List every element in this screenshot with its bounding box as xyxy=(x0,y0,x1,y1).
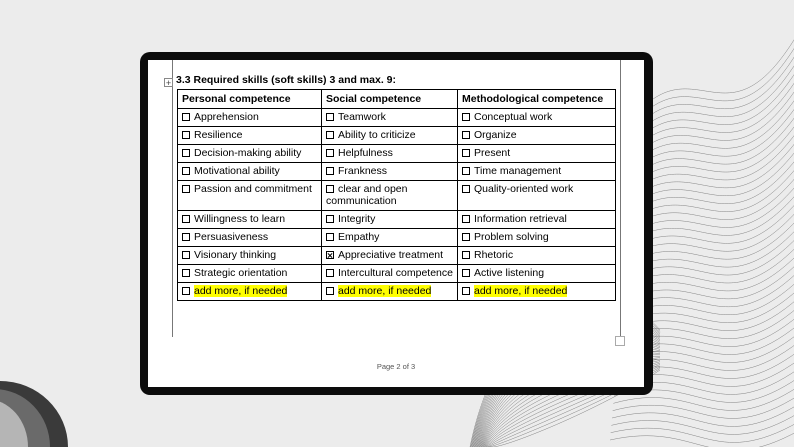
table-resize-handle[interactable] xyxy=(615,336,625,346)
column-header-social: Social competence xyxy=(322,90,458,109)
skill-cell xyxy=(322,181,458,211)
skill-label: Present xyxy=(474,147,511,159)
skill-label: Quality-oriented work xyxy=(474,183,574,195)
table-row xyxy=(178,247,616,265)
skill-cell xyxy=(178,145,322,163)
checkbox[interactable] xyxy=(462,113,470,121)
checkbox[interactable] xyxy=(326,131,334,139)
table-move-handle[interactable]: + xyxy=(165,78,172,88)
wave-line xyxy=(611,421,794,442)
skill-label: Strategic orientation xyxy=(194,267,288,279)
skill-label: Apprehension xyxy=(194,111,259,123)
checkbox[interactable] xyxy=(462,269,470,277)
checkbox[interactable] xyxy=(462,167,470,175)
checkbox[interactable] xyxy=(462,131,470,139)
skill-cell xyxy=(322,127,458,145)
skill-label: Information retrieval xyxy=(474,213,567,225)
table-row xyxy=(178,211,616,229)
skill-label: Visionary thinking xyxy=(194,249,277,261)
checkbox[interactable] xyxy=(326,269,334,277)
checkbox[interactable] xyxy=(182,215,190,223)
checkbox[interactable] xyxy=(182,233,190,241)
skill-cell xyxy=(322,145,458,163)
page-footer: Page 2 of 3 xyxy=(376,362,416,371)
wave-line xyxy=(636,83,794,154)
skill-cell xyxy=(458,163,616,181)
checkbox[interactable] xyxy=(326,167,334,175)
wave-line xyxy=(612,403,794,426)
skill-label: Organize xyxy=(474,129,517,141)
skill-cell xyxy=(458,247,616,265)
skill-cell xyxy=(178,247,322,265)
skill-cell xyxy=(178,211,322,229)
checkbox[interactable] xyxy=(326,149,334,157)
skill-label: Persuasiveness xyxy=(194,231,269,243)
skill-label: Active listening xyxy=(474,267,545,279)
skill-label: Integrity xyxy=(338,213,376,225)
checkbox[interactable] xyxy=(326,287,334,295)
skill-cell xyxy=(458,283,616,301)
checkbox[interactable] xyxy=(326,215,334,223)
wave-line xyxy=(639,48,794,125)
checkbox[interactable] xyxy=(462,149,470,157)
skill-cell xyxy=(178,229,322,247)
skill-label: Passion and commitment xyxy=(194,183,312,195)
table-row xyxy=(178,127,616,145)
skill-cell xyxy=(178,181,322,211)
skill-label: Resilience xyxy=(194,129,243,141)
skill-cell xyxy=(322,283,458,301)
skill-label: clear and open communication xyxy=(326,183,408,207)
skill-cell xyxy=(458,229,616,247)
skill-label: add more, if needed xyxy=(474,285,568,297)
wave-line xyxy=(635,101,794,169)
checkbox[interactable] xyxy=(326,185,334,193)
table-row xyxy=(178,145,616,163)
table-header-row xyxy=(178,90,616,109)
wave-line xyxy=(610,430,794,447)
skill-label: Willingness to learn xyxy=(194,213,286,225)
wave-line xyxy=(640,30,794,110)
wave-line xyxy=(637,74,794,146)
skill-cell xyxy=(458,181,616,211)
checkbox[interactable] xyxy=(182,251,190,259)
checkbox[interactable] xyxy=(182,131,190,139)
skill-label: add more, if needed xyxy=(194,285,288,297)
skill-label: Helpfulness xyxy=(338,147,393,159)
table-row xyxy=(178,181,616,211)
skill-cell xyxy=(322,229,458,247)
checkbox[interactable] xyxy=(462,233,470,241)
skill-cell xyxy=(178,265,322,283)
skill-label: Appreciative treatment xyxy=(338,249,444,261)
column-header-methodological: Methodological competence xyxy=(458,90,616,109)
wave-line xyxy=(611,412,794,434)
skill-cell xyxy=(458,145,616,163)
wave-line xyxy=(629,181,794,235)
checkbox-checked[interactable] xyxy=(326,251,334,259)
wave-line xyxy=(629,172,794,227)
table-row xyxy=(178,163,616,181)
skill-cell xyxy=(322,211,458,229)
skill-cell xyxy=(322,163,458,181)
checkbox[interactable] xyxy=(462,185,470,193)
skill-label: Motivational ability xyxy=(194,165,280,177)
checkbox[interactable] xyxy=(182,167,190,175)
skill-label: Teamwork xyxy=(338,111,386,123)
skill-cell xyxy=(322,109,458,127)
checkbox[interactable] xyxy=(182,287,190,295)
skill-label: Intercultural competence xyxy=(338,267,453,279)
checkbox[interactable] xyxy=(462,251,470,259)
checkbox[interactable] xyxy=(462,215,470,223)
checkbox[interactable] xyxy=(182,185,190,193)
skill-label: Empathy xyxy=(338,231,380,243)
skill-label: Frankness xyxy=(338,165,388,177)
skill-cell xyxy=(458,211,616,229)
skill-cell xyxy=(178,109,322,127)
checkbox[interactable] xyxy=(182,269,190,277)
margin-line-left xyxy=(172,60,173,337)
checkbox[interactable] xyxy=(462,287,470,295)
table-row xyxy=(178,265,616,283)
skill-label: Decision-making ability xyxy=(194,147,302,159)
skill-label: Rhetoric xyxy=(474,249,514,261)
document-page xyxy=(148,60,644,387)
column-header-personal: Personal competence xyxy=(178,90,322,109)
skill-cell xyxy=(322,265,458,283)
margin-line-right xyxy=(620,60,621,337)
skill-cell xyxy=(178,127,322,145)
checkbox[interactable] xyxy=(326,233,334,241)
skill-cell xyxy=(458,109,616,127)
skill-label: Time management xyxy=(474,165,562,177)
skill-cell xyxy=(458,127,616,145)
skill-label: Conceptual work xyxy=(474,111,553,123)
skill-cell xyxy=(178,283,322,301)
table-row xyxy=(178,283,616,301)
skills-table xyxy=(177,89,616,301)
checkbox[interactable] xyxy=(326,113,334,121)
checkbox[interactable] xyxy=(182,113,190,121)
skill-cell xyxy=(322,247,458,265)
skill-cell xyxy=(458,265,616,283)
skill-label: Ability to criticize xyxy=(338,129,416,141)
wave-line xyxy=(631,146,794,206)
skill-label: Problem solving xyxy=(474,231,549,243)
section-heading: 3.3 Required skills (soft skills) 3 and max. 9: xyxy=(176,74,396,86)
skill-cell xyxy=(178,163,322,181)
wave-line xyxy=(634,110,794,176)
table-row xyxy=(178,109,616,127)
wave-line xyxy=(639,39,794,117)
skill-label: add more, if needed xyxy=(338,285,432,297)
checkbox[interactable] xyxy=(182,149,190,157)
wave-line xyxy=(632,137,794,198)
table-row xyxy=(178,229,616,247)
